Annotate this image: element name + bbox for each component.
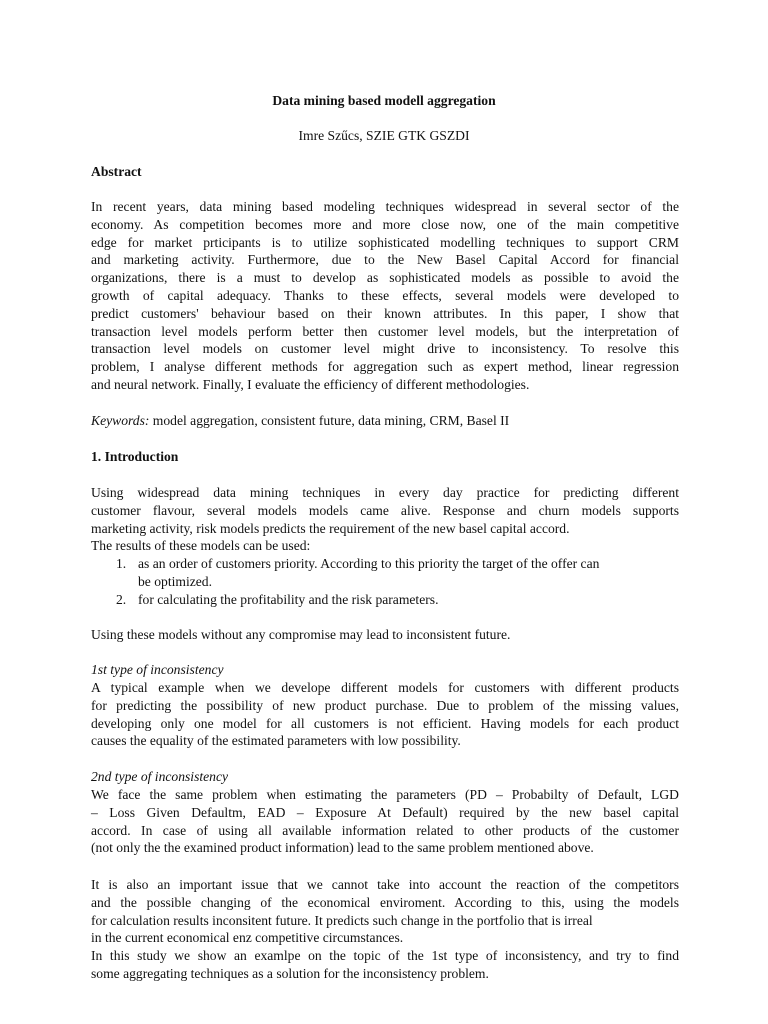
type2-line: We face the same problem when estimating the parameters (PD – Probabilty of Default, LGD [91, 787, 679, 802]
intro-paragraph-1 [91, 484, 679, 555]
intro-paragraph-2: Using these models without any compromise may lead to inconsistent future. [91, 627, 511, 642]
intro-line: The results of these models can be used: [91, 538, 311, 554]
p4-line: In this study we show an examlpe on the topic of the 1st type of inconsistency, and try to find [91, 948, 679, 964]
keywords-line [91, 412, 679, 430]
abstract-line: predict customers' behaviour based on their known attributes. In this paper, I show that [91, 305, 679, 321]
list-text: as an order of customers priority. According to this priority the target of the offer can [138, 556, 600, 571]
intro-line: Using widespread data mining techniques in every day practice for predicting different [91, 485, 679, 500]
keywords-label: Keywords: [91, 413, 150, 428]
type2-line: accord. In case of using all available information related to other products of the customer [91, 822, 679, 838]
list-text: be optimized. [138, 573, 212, 589]
type1-heading: 1st type of inconsistency [91, 662, 224, 677]
type1-line: developing only one model for all customers is not efficient. Having models for each product [91, 715, 679, 731]
abstract-line: economy. As competition becomes more and more close now, one of the main competitive [91, 216, 679, 232]
keywords-text: model aggregation, consistent future, data mining, CRM, Basel II [149, 413, 510, 428]
p3-line: and the possible changing of the economical enviroment. According to this, using the models [91, 894, 679, 910]
p3-line: in the current economical enz competitive circumstances. [91, 930, 404, 946]
type2-paragraph [91, 786, 679, 857]
abstract-line: growth of capital adequacy. Thanks to these effects, several models were developed to [91, 287, 679, 303]
abstract-line: In recent years, data mining based modeling techniques widespread in several sector of the [91, 199, 679, 214]
p3-line: It is also an important issue that we cannot take into account the reaction of the competitors [91, 877, 679, 892]
type1-paragraph [91, 679, 679, 750]
abstract-line: transaction level models perform better then customer level models, but the interpretation of [91, 323, 679, 339]
abstract-paragraph [91, 198, 679, 394]
abstract-line: edge for market prticipants is to utilize sophisticated modelling techniques to support CRM [91, 234, 679, 250]
type1-line: A typical example when we develope different models for customers with different products [91, 680, 679, 695]
intro-line: customer flavour, several models models came alive. Response and churn models supports [91, 502, 679, 518]
paper-title: Data mining based modell aggregation [272, 93, 496, 108]
p3-line: for calculation results inconsitent future. It predicts such change in the portfolio that is irreal [91, 912, 593, 928]
p4-line: some aggregating techniques as a solution for the inconsistency problem. [91, 965, 489, 981]
abstract-line: organizations, there is a must to develop as sophisticated models as possible to avoid the [91, 270, 679, 286]
type2-line: (not only the the examined product information) lead to the same problem mentioned above. [91, 840, 594, 856]
paper-author: Imre Szűcs, SZIE GTK GSZDI [298, 128, 470, 143]
abstract-line: transaction level models on customer level might drive to inconsistency. To resolve this [91, 341, 679, 357]
abstract-line: and marketing activity. Furthermore, due to the New Basel Capital Accord for financial [91, 252, 679, 268]
list-number: 1. [116, 556, 127, 571]
intro-line: marketing activity, risk models predicts the requirement of the new basel capital accord. [91, 520, 570, 536]
type1-line: for predicting the possibility of new product purchase. Due to problem of the missing values, [91, 697, 679, 713]
intro-paragraph-3 [91, 876, 679, 983]
abstract-line: problem, I analyse different methods for aggregation such as expert method, linear regression [91, 359, 679, 375]
abstract-heading: Abstract [91, 164, 142, 179]
list-number: 2. [116, 592, 127, 607]
type2-line: – Loss Given Defaultm, EAD – Exposure At Default) required by the new basel capital [91, 804, 679, 820]
type2-heading: 2nd type of inconsistency [91, 769, 229, 784]
abstract-line: and neural network. Finally, I evaluate the efficiency of different methodologies. [91, 376, 530, 392]
type1-line: causes the equality of the estimated parameters with low possibility. [91, 733, 461, 749]
introduction-heading: 1. Introduction [91, 449, 179, 464]
list-text: for calculating the profitability and the risk parameters. [138, 592, 439, 607]
